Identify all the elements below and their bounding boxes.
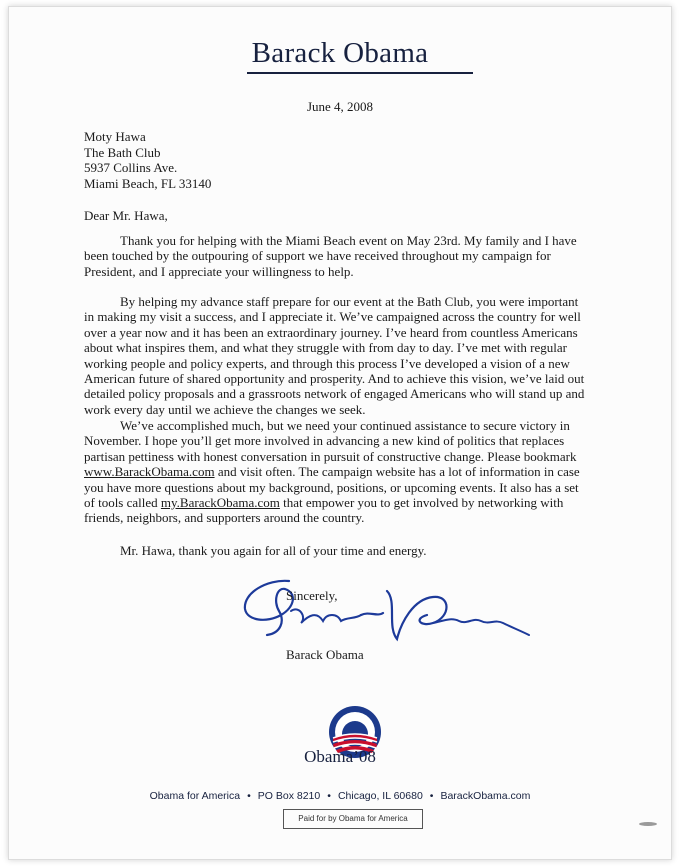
paragraph-line: partisan pettiness with honest conversation in pursuit of constructive change. Please bookmark: [84, 448, 577, 464]
address-line: The Bath Club: [84, 144, 161, 160]
closing: Sincerely,: [286, 588, 338, 603]
paragraph-advance-staff: [84, 294, 620, 417]
address-line: 5937 Collins Ave.: [84, 160, 178, 175]
paragraph-line: [84, 464, 620, 479]
website-link[interactable]: www.BarackObama.com: [84, 464, 215, 480]
paragraph-thanks: [84, 233, 620, 279]
paragraph-line: friends, neighbors, and supporters around the country.: [84, 510, 365, 526]
link-leading-text: of tools called: [84, 495, 161, 511]
paragraph-closing-thanks: [84, 543, 620, 558]
footer-separator: •: [429, 790, 434, 802]
footer-separator: •: [247, 790, 251, 802]
paragraph-line: working people and policy experts, and through this process I’ve developed a vision of a new: [84, 355, 570, 371]
letter-page: [8, 6, 672, 860]
footer-separator: •: [327, 790, 331, 802]
footer-contact: [9, 790, 671, 802]
paragraph-line: detailed policy proposals and a grassroots network of engaged Americans who will stand up and: [84, 386, 585, 402]
paragraph-line: been touched by the outpouring of support we have received throughout my campaign for: [84, 248, 551, 264]
letterhead-rule: [247, 72, 473, 74]
scan-smudge: [637, 821, 659, 827]
brand-wordmark: Obama’08: [304, 747, 376, 766]
footer-city: Chicago, IL 60680: [337, 790, 423, 802]
paragraph-line: November. I hope you’ll get more involved in advancing a new kind of politics that replaces: [84, 433, 565, 449]
paragraph-line: By helping my advance staff prepare for our event at the Bath Club, you were important: [120, 294, 579, 309]
paragraph-line: you have more questions about my background, positions, or upcoming events. It also has a set: [84, 479, 579, 495]
footer-org: Obama for America: [149, 790, 241, 802]
paragraph-line: President, and I appreciate your willingness to help.: [84, 263, 354, 279]
paragraph-line: Thank you for helping with the Miami Beach event on May 23rd. My family and I have: [120, 233, 577, 248]
paragraph-line: over a year now and it has been an extraordinary journey. I’ve heard from countless Americans: [84, 324, 578, 340]
signature-image: [237, 571, 537, 651]
paragraph-line: work every day until we achieve the changes we seek.: [84, 401, 366, 417]
letter-date: June 4, 2008: [306, 99, 374, 114]
address-line: Miami Beach, FL 33140: [84, 175, 212, 191]
paid-for-disclaimer: Paid for by Obama for America: [283, 809, 423, 829]
paragraph-line: in making my visit a success, and I appreciate it. We’ve campaigned across the country for well: [84, 309, 581, 325]
footer-website[interactable]: BarackObama.com: [440, 790, 531, 802]
salutation: Dear Mr. Hawa,: [84, 208, 168, 223]
paragraph-continued-assistance: [84, 418, 620, 526]
paragraph-line: [84, 495, 620, 510]
signer-name: Barack Obama: [286, 647, 364, 662]
paragraph-line: American future of shared opportunity and prosperity. And to achieve this vision, we’ve laid out: [84, 371, 585, 387]
footer-pobox: PO Box 8210: [257, 790, 321, 802]
paragraph-line: about what inspires them, and what they struggle with from day to day. I’ve met with regular: [84, 340, 567, 356]
link-trailing-text: and visit often. The campaign website has a lot of information in case: [214, 464, 580, 480]
link-trailing-text: that empower you to get involved by networking with: [279, 495, 564, 511]
paragraph-line: Mr. Hawa, thank you again for all of your time and energy.: [120, 543, 427, 558]
paragraph-line: We’ve accomplished much, but we need your continued assistance to secure victory in: [120, 418, 570, 433]
recipient-address: [84, 129, 211, 191]
address-line: Moty Hawa: [84, 129, 146, 144]
mybo-link[interactable]: my.BarackObama.com: [160, 495, 280, 511]
letterhead-name: Barack Obama: [251, 37, 429, 69]
